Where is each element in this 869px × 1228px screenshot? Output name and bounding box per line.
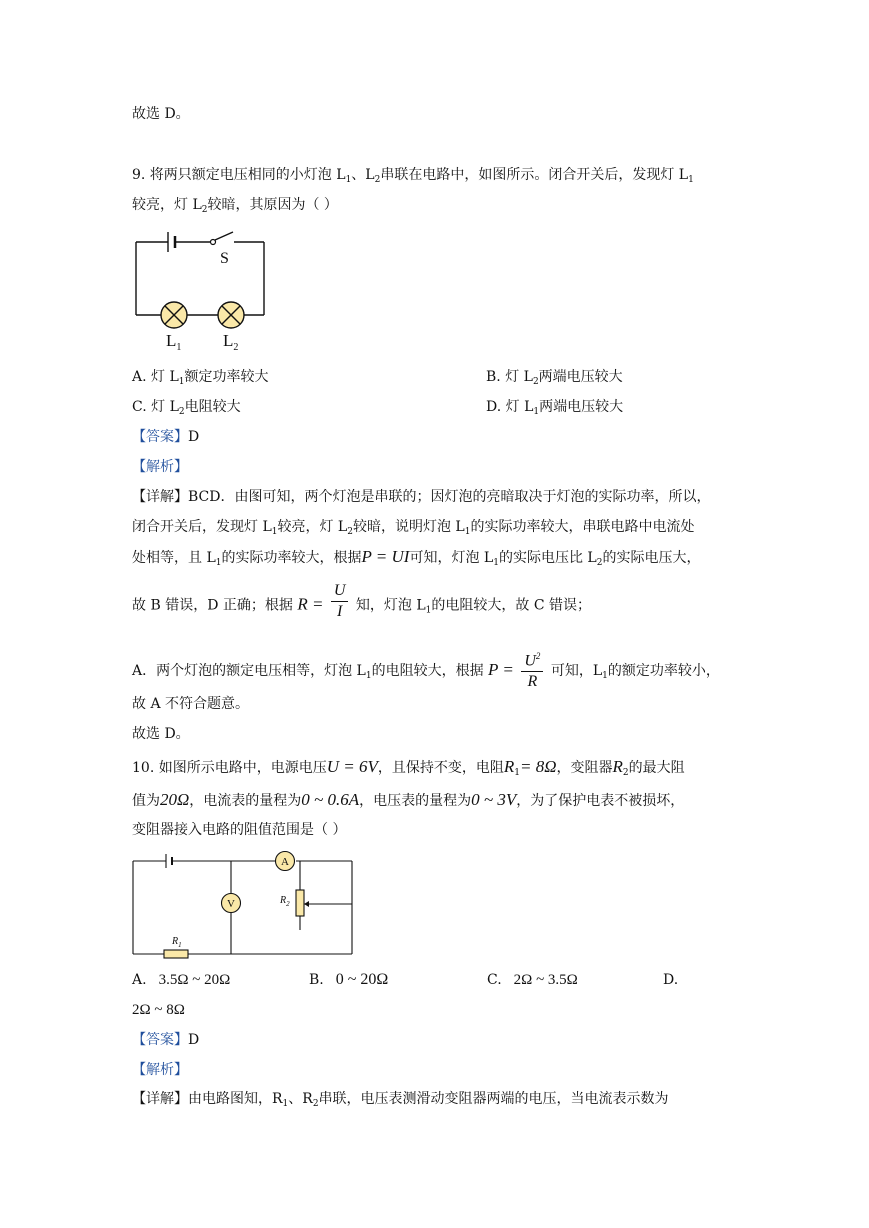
q9-option-b: B. 灯 $L_2$两端电压较大 — [486, 369, 623, 387]
lamp-l1-label: $L_1$ — [166, 331, 182, 353]
q10-option-d-value: 2Ω ~ 8Ω — [132, 1002, 185, 1018]
q10-option-c: C. 2Ω ~ 3.5Ω — [487, 972, 578, 988]
q10-stem-line2: 值为20Ω，电流表的量程为0 ~ 0.6A，电压表的量程为0 ~ 3V，为了保护电表不被损坏， — [132, 790, 685, 809]
q10-stem-line1: 10. 如图所示电路中，电源电压U = 6V，且保持不变，电阻$R_1= 8\Omega$，变阻器$R_2$的最大阻 — [132, 757, 685, 778]
formula-u2-over-r: $\frac{U^2}{R}$ — [521, 646, 543, 692]
q9-circuit-diagram — [130, 225, 270, 355]
voltmeter-label: V — [227, 898, 235, 910]
q9-answer: 【答案】D — [132, 429, 200, 445]
q10-answer: 【答案】D — [132, 1032, 200, 1048]
q9-option-a: A. 灯 $L_1$额定功率较大 — [132, 369, 269, 387]
q9-detail-line4: 故 B 错误，D 正确；根据 R = $\frac{U}{I}$ 知，灯泡 $L_1$的电阻较大，故 C 错误； — [132, 582, 592, 620]
q9-detail-line1: 【详解】BCD．由图可知，两个灯泡是串联的；因灯泡的亮暗取决于灯泡的实际功率，所以， — [132, 489, 711, 505]
ammeter-label: A — [281, 856, 289, 868]
q9-detail-line7: 故选 D。 — [132, 726, 190, 742]
q9-detail-line2: 闭合开关后，发现灯 $L_1$较亮，灯 $L_2$较暗，说明灯泡 $L_1$的实际功率较大，串联电路中电流处 — [132, 519, 695, 537]
q9-stem-line1: 9. 将两只额定电压相同的小灯泡 $L_1$、$L_2$串联在电路中，如图所示。闭合开关后，发现灯 $L_1$ — [132, 167, 694, 185]
switch-label: S — [220, 250, 229, 267]
lamp-l2-label: $L_2$ — [223, 331, 239, 353]
q9-stem-line2: 较亮，灯 $L_2$较暗，其原因为（ ） — [132, 197, 338, 215]
q10-stem-line3: 变阻器接入电路的阻值范围是（ ） — [132, 822, 347, 838]
q10-detail-line1: 【详解】由电路图知，$R_1$、$R_2$串联，电压表测滑动变阻器两端的电压，当电流表示数为 — [132, 1091, 669, 1109]
rheostat-r2-symbol — [296, 890, 304, 916]
formula-u-over-i: $\frac{U}{I}$ — [331, 581, 349, 622]
lamp-l1-symbol — [161, 302, 187, 328]
q10-option-a: A. 3.5Ω ~ 20Ω — [132, 972, 231, 988]
q10-option-b: B. 0 ~ 20Ω — [309, 971, 389, 988]
q9-detail-line3: 处相等，且 $L_1$的实际功率较大，根据P = UI可知，灯泡 $L_1$的实际电压比 $L_2$的实际电压大， — [132, 547, 701, 568]
q9-option-d: D. 灯 $L_1$两端电压较大 — [486, 399, 624, 417]
resistor-r1-label: $R_1$ — [172, 936, 182, 949]
q9-analysis-heading: 【解析】 — [132, 459, 188, 475]
formula-p-ui: P = UI — [361, 547, 410, 566]
resistor-r1-symbol — [164, 950, 188, 958]
prev-answer: 故选 D。 — [132, 106, 190, 122]
rheostat-r2-label: $R_2$ — [280, 895, 290, 908]
q10-circuit-diagram — [130, 850, 360, 962]
q10-analysis-heading: 【解析】 — [132, 1062, 188, 1078]
lamp-l2-symbol — [218, 302, 244, 328]
q9-detail-line6: 故 A 不符合题意。 — [132, 696, 250, 712]
q10-option-d-label: D. — [663, 972, 679, 988]
q9-detail-line5: A．两个灯泡的额定电压相等，灯泡 $L_1$的电阻较大，根据 P = $\frac{U^2}{R}$ 可知，$L_1$的额定功率较小， — [132, 648, 720, 694]
switch-blade — [215, 232, 233, 240]
q9-option-c: C. 灯 $L_2$电阻较大 — [132, 399, 241, 417]
